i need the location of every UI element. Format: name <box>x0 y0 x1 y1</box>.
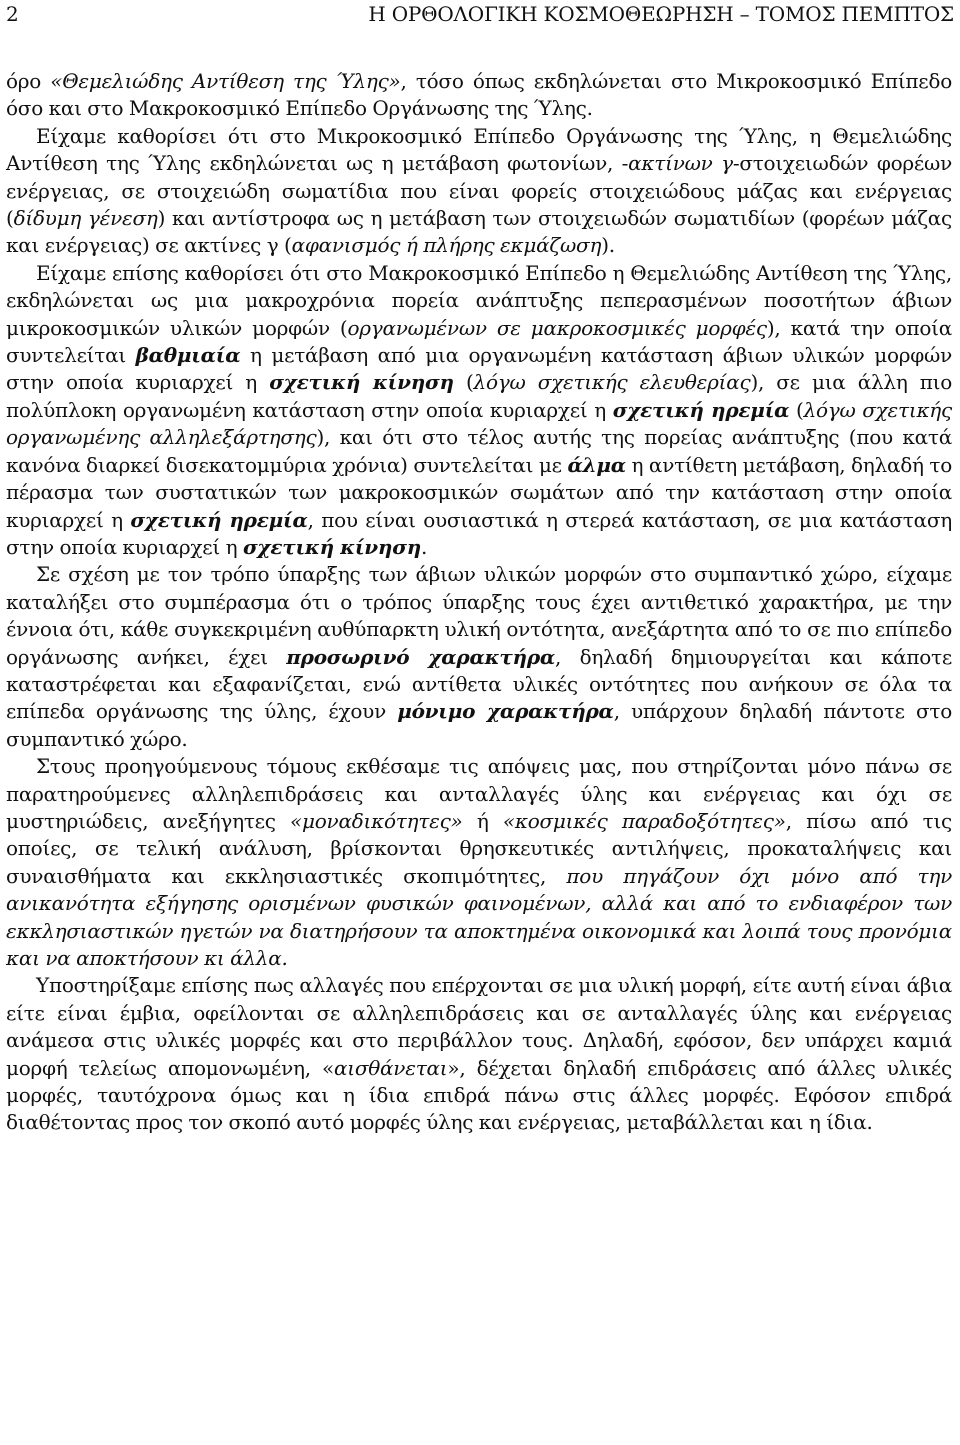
emphasis-text: σχετική κίνηση <box>269 370 454 395</box>
italic-text: «μοναδικότητες» <box>290 808 463 833</box>
italic-text: λόγω σχετικής οργανωμένης αλληλεξάρτησης <box>6 397 952 450</box>
body-text: . <box>421 534 428 559</box>
italic-text: «κοσμικές παραδοξότητες» <box>502 808 786 833</box>
body-text: ή <box>462 808 503 833</box>
italic-text: που πηγάζουν όχι μόνο από την ανικανότητα εξήγησης ορισμένων φυσικών φαινομένων, αλλά και από το ενδιαφέρον των εκκλησιαστικών ηγετών να διατηρήσουν τα αποκτημένα οικονομικά και λοιπά τους προνόμια και να αποκτήσουν κι άλλα. <box>6 863 952 970</box>
running-title: Η ΟΡΘΟΛΟΓΙΚΗ ΚΟΣΜΟΘΕΩΡΗΣΗ – ΤΟΜΟΣ ΠΕΜΠΤΟΣ <box>368 2 954 26</box>
italic-text: οργανωμένων σε μακροκοσμικές μορφές <box>347 315 767 340</box>
italic-text: αισθάνεται <box>334 1055 448 1080</box>
paragraph-mode-of-existence <box>6 561 952 753</box>
emphasis-text: σχετική κίνηση <box>242 534 421 559</box>
emphasis-text: άλμα <box>567 452 626 477</box>
body-text: η μετάβαση από μια οργανωμένη κατάσταση άβιων υλικών μορφών στην οποία κυριαρχεί η <box>6 343 952 395</box>
body-text: , που είναι ουσιαστικά η στερεά κατάσταση, σε μια κατάσταση στην οποία κυριαρχεί η <box>6 507 952 559</box>
body-text: Σε σχέση με τον τρόπο ύπαρξης των άβιων υλικών μορφών στο συμπαντικό χώρο, είχαμε καταλήξει στο συμπέρασμα ότι ο τρόπος ύπαρξης τους έχει αντιθετικό χαρακτήρα, με την έννοια ότι, κάθε συγκεκριμένη αυθύπαρκτη υλική οντότητα, ανεξάρτητα από το σε πιο επίπεδο οργάνωσης ανήκει, έχει <box>6 562 952 669</box>
emphasis-text: μόνιμο χαρακτήρα <box>397 699 614 724</box>
page-header <box>6 2 954 26</box>
body-text: , πίσω από τις οποίες, σε τελική ανάλυση, βρίσκονται θρησκευτικές αντιλήψεις, προκαταλήψεις και συναισθήματα και εκκλησιαστικές σκοπιμότητες, <box>6 808 952 888</box>
body-text: ), σε μια άλλη πιο πολύπλοκη οργανωμένη κατάσταση στην οποία κυριαρχεί η <box>6 370 953 422</box>
emphasis-text: σχετική ηρεμία <box>130 507 308 532</box>
body-text: Είχαμε καθορίσει ότι στο Μικροκοσμικό Επίπεδο Οργάνωσης της Ύλης, η Θεμελιώδης Αντίθεση της Ύλης εκδηλώνεται ως η μετάβαση φωτονίων, - <box>6 123 952 176</box>
body-text: , δηλαδή δημιουργείται και κάποτε καταστρέφεται και εξαφανίζεται, ενώ αντίθετα υλικές οντότητες που ανήκουν σε όλα τα επίπεδα οργάνωσης της ύλης, έχουν <box>6 644 952 724</box>
italic-text: «Θεμελιώδης Αντίθεση της Ύλης» <box>50 69 401 93</box>
body-text: , υπάρχουν δηλαδή πάντοτε στο συμπαντικό χώρο. <box>6 699 953 751</box>
italic-text: λόγω σχετικής ελευθερίας <box>473 370 751 395</box>
body-text: ( <box>789 397 804 422</box>
body-text: », δέχεται δηλαδή επιδράσεις από άλλες υλικές μορφές, ταυτόχρονα όμως και η ίδια επιδρά πάνω στις άλλες μορφές. Εφόσον επιδρά διαθέτοντας προς τον σκοπό αυτό μορφές ύλης και ενέργειας, μεταβάλλεται και η ίδια. <box>6 1055 952 1135</box>
body-text: η αντίθετη μετάβαση, δηλαδή το πέρασμα των συστατικών των μακροκοσμικών σωμάτων από την κατάσταση στην οποία κυριαρχεί η <box>6 452 952 532</box>
body-text: ), και ότι στο τέλος αυτής της πορείας ανάπτυξης (που κατά κανόνα διαρκεί δισεκατομμύρια χρόνια) συντελείται με <box>6 425 952 477</box>
italic-text: δίδυμη γένεση <box>13 206 158 231</box>
italic-text: αφανισμός ή πλήρης εκμάζωση <box>291 233 602 258</box>
emphasis-text: βαθμιαία <box>135 343 241 368</box>
page-body <box>6 68 952 1137</box>
emphasis-text: σχετική ηρεμία <box>612 397 790 422</box>
paragraph-macrocosmic-antithesis <box>6 260 952 561</box>
body-text: Υποστηρίξαμε επίσης πως αλλαγές που επέρχονται σε μια υλική μορφή, είτε αυτή είναι άβια είτε είναι έμβια, οφείλονται σε αλληλεπιδράσεις και σε ανταλλαγές ύλης και ενέργειας ανάμεσα στις υλικές μορφές και στο περιβάλλον τους. Δηλαδή, εφόσον, δεν υπάρχει καμιά μορφή τελείως απομονωμένη, « <box>6 973 952 1080</box>
body-text: , τόσο όπως εκδηλώνεται στο Μικροκοσμικό Επίπεδο όσο και στο Μακροκοσμικό Επίπεδο Οργάνωσης της Ύλης. <box>6 69 952 121</box>
body-text: ) και αντίστροφα ως η μετάβαση των στοιχειωδών σωματιδίων (φορέων μάζας και ενέργειας) σε ακτίνες γ ( <box>6 206 952 258</box>
paragraph-interactions <box>6 972 952 1136</box>
body-text: -στοιχειωδών φορέων ενέργειας, σε στοιχειώδη σωματίδια που είναι φορείς στοιχειώδους μάζας και ενέργειας ( <box>6 151 953 231</box>
body-text: Στους προηγούμενους τόμους εκθέσαμε τις απόψεις μας, που στηρίζονται μόνο πάνω σε παρατηρούμενες αλληλεπιδράσεις και ανταλλαγές ύλης και ενέργειας και όχι σε μυστηριώδεις, ανεξήγητες <box>6 754 952 833</box>
page-number: 2 <box>6 2 19 26</box>
body-text: ( <box>453 370 474 395</box>
paragraph-continuation <box>6 68 952 123</box>
italic-text: ακτίνων γ <box>628 151 733 176</box>
body-text: Είχαμε επίσης καθορίσει ότι στο Μακροκοσμικό Επίπεδο η Θεμελιώδης Αντίθεση της Ύλης, εκδηλώνεται ως μια μακροχρόνια πορεία ανάπτυξης πεπερασμένων ποσοτήτων άβιων μικροκοσμικών υλικών μορφών ( <box>6 260 952 340</box>
paragraph-microcosmic-antithesis <box>6 123 952 260</box>
paragraph-previous-volumes <box>6 753 952 972</box>
body-text: όρο <box>6 69 51 93</box>
body-text: ), κατά την οποία συντελείται <box>6 315 952 368</box>
emphasis-text: προσωρινό χαρακτήρα <box>286 644 556 669</box>
body-text: ). <box>601 233 615 258</box>
